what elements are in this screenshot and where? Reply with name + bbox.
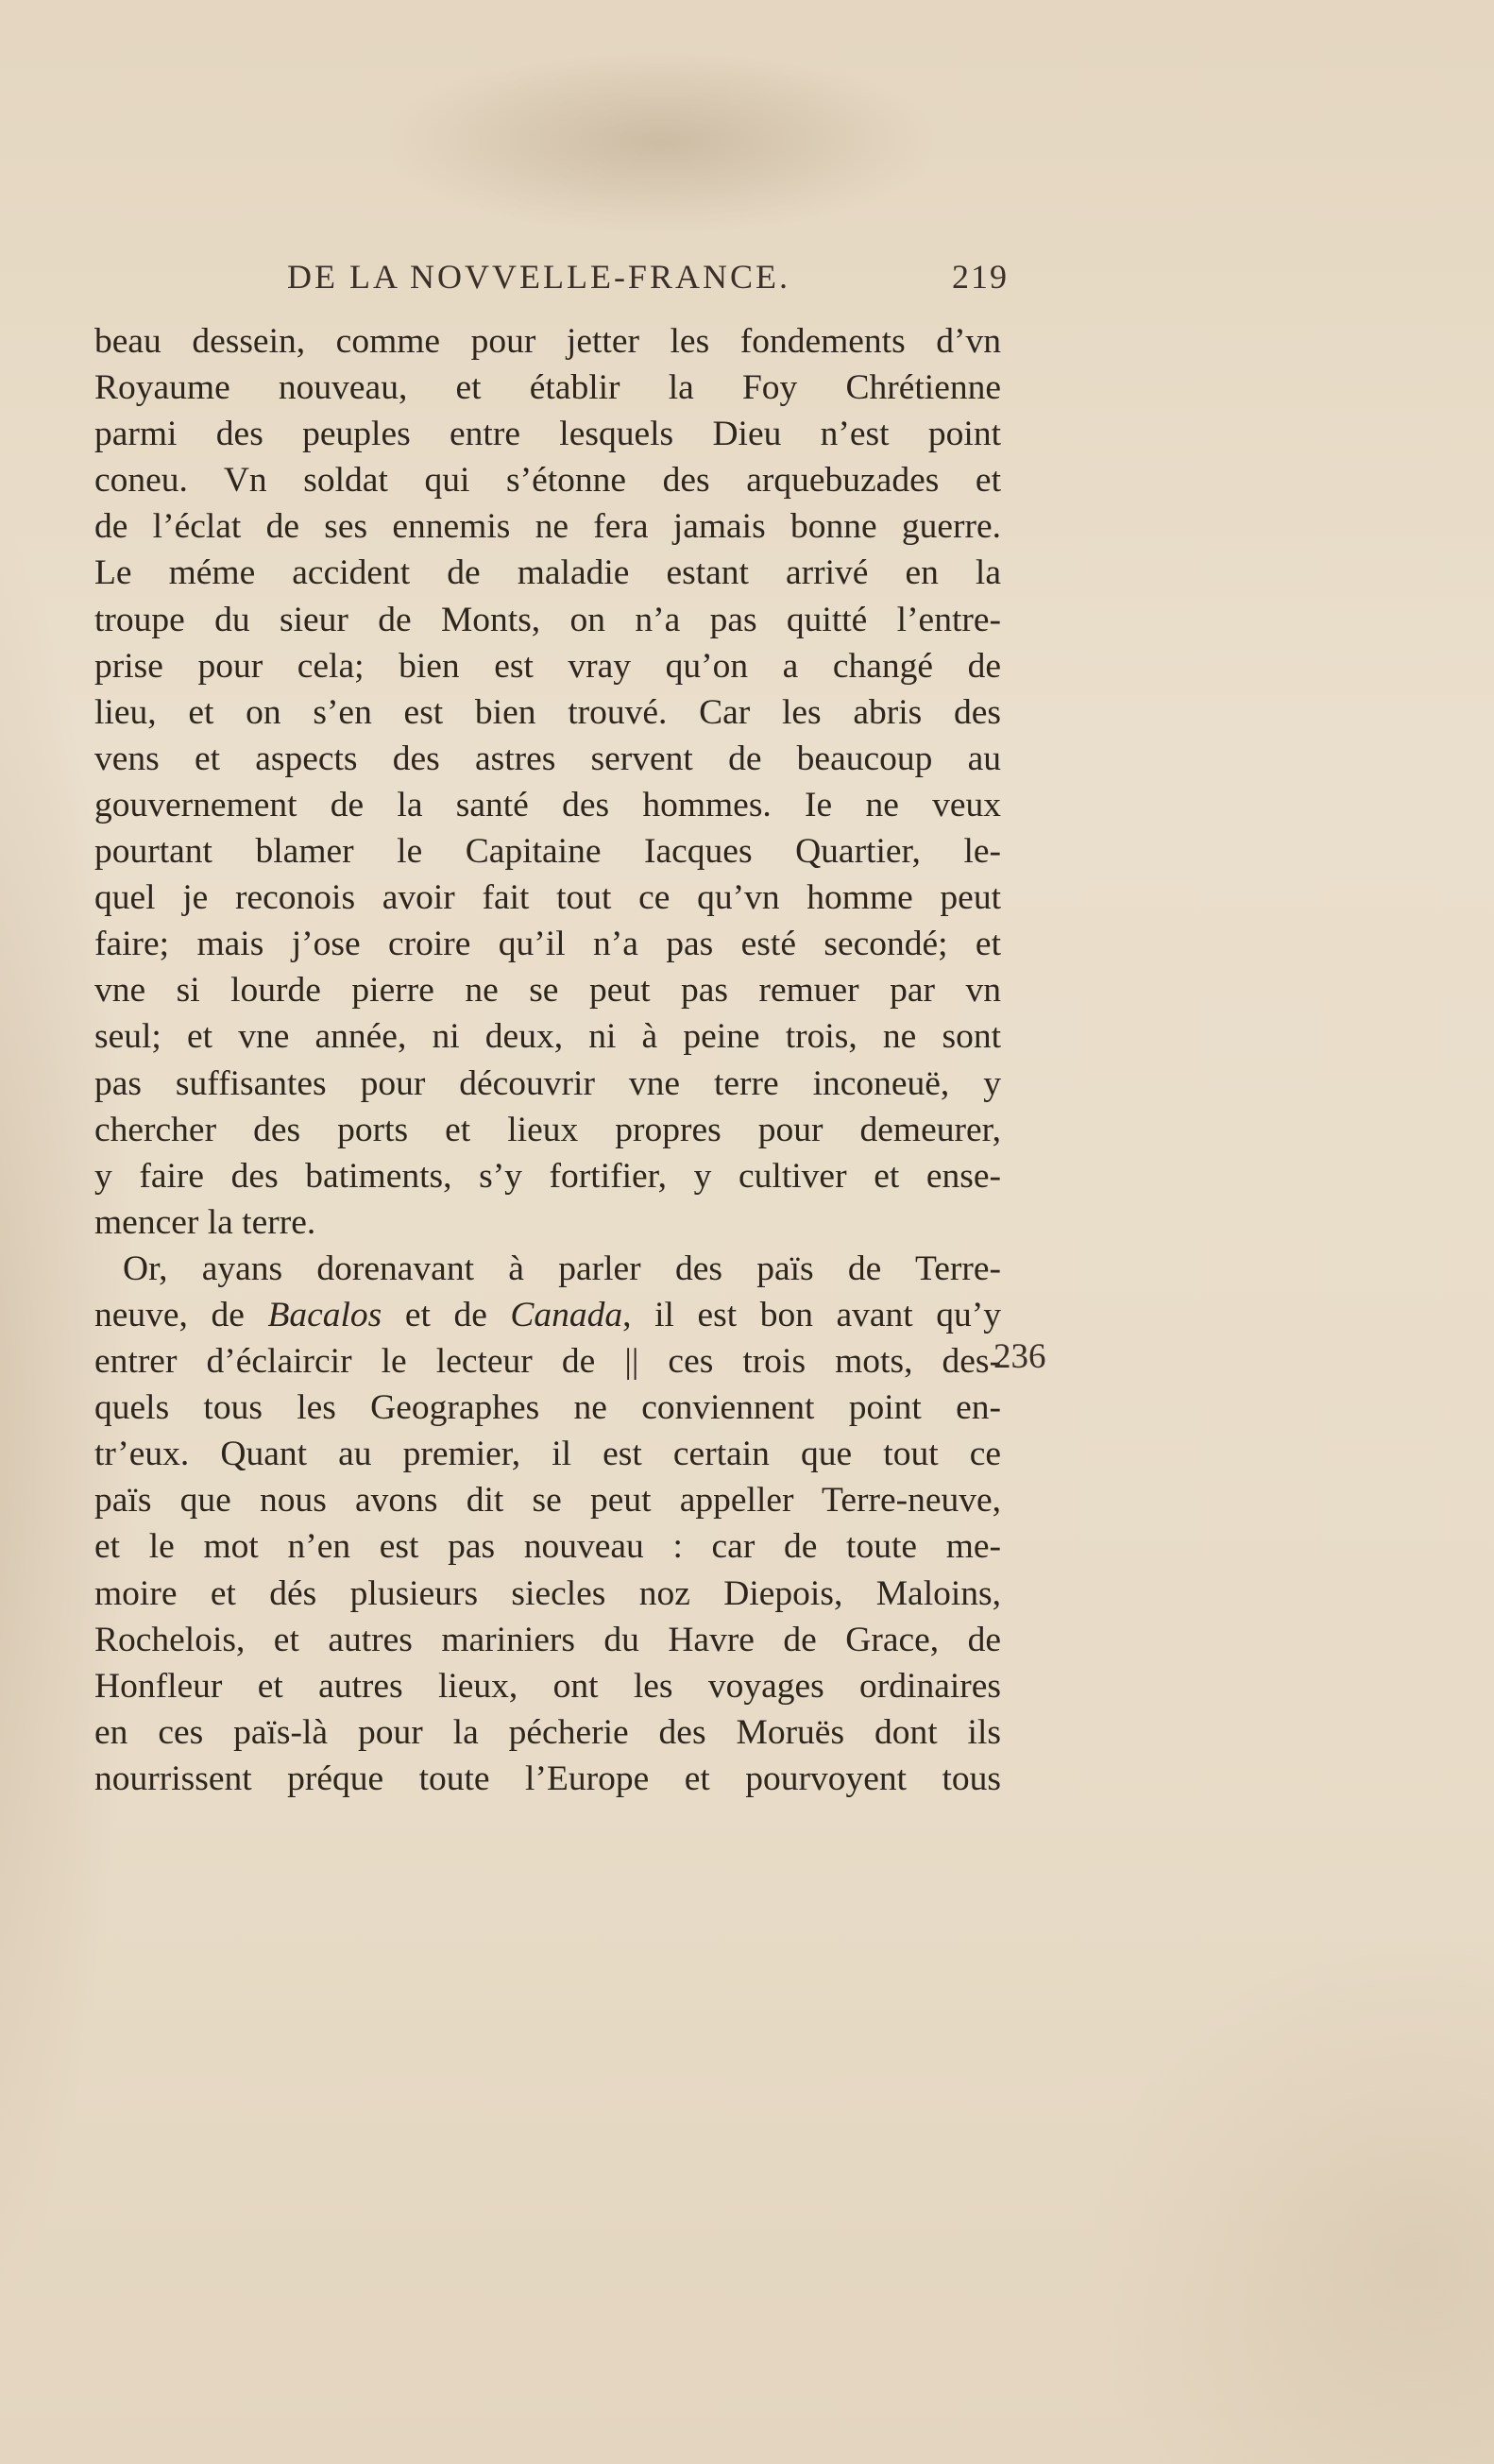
text-line: faire; mais j’ose croire qu’il n’a pas esté secondé; et (94, 925, 1001, 964)
page-number: 219 (952, 258, 1009, 296)
text-line: tr’eux. Quant au premier, il est certain que tout ce (94, 1435, 1001, 1474)
text-line: quel je reconois avoir fait tout ce qu’vn homme peut (94, 878, 1001, 918)
text-line: en ces païs-là pour la pécherie des Moruës dont ils (94, 1712, 1001, 1752)
text-line: entrer d’éclaircir le lecteur de || ces trois mots, des- (94, 1342, 1001, 1382)
text-line: de l’éclat de ses ennemis ne fera jamais bonne guerre. (94, 507, 1001, 547)
text-run: , il est bon avant qu’y (622, 1295, 1002, 1334)
text-line: Royaume nouveau, et établir la Foy Chrétienne (94, 368, 1001, 408)
text-line: troupe du sieur de Monts, on n’a pas quitté l’entre- (94, 600, 1001, 639)
place-name-canada: Canada (510, 1295, 623, 1334)
text-line: y faire des batiments, s’y fortifier, y cultiver et ense- (94, 1156, 1001, 1196)
text-line: vne si lourde pierre ne se peut pas remuer par vn (94, 971, 1001, 1011)
text-line: moire et dés plusieurs siecles noz Diepois, Maloins, (94, 1573, 1001, 1613)
text-line-with-italics (94, 1292, 1001, 1338)
text-line: et le mot n’en est pas nouveau : car de toute me- (94, 1527, 1001, 1567)
text-line: seul; et vne année, ni deux, ni à peine trois, ne sont (94, 1017, 1001, 1057)
text-line: quels tous les Geographes ne conviennent point en- (94, 1388, 1001, 1428)
text-line: nourrissent préque toute l’Europe et pourvoyent tous (94, 1759, 1001, 1798)
text-line: beau dessein, comme pour jetter les fondements d’vn (94, 322, 1001, 361)
paragraph-first-line: Or, ayans dorenavant à parler des païs de Terre- (123, 1249, 1001, 1288)
text-line: parmi des peuples entre lesquels Dieu n’est point (94, 415, 1001, 454)
text-line: Le méme accident de maladie estant arrivé en la (94, 553, 1001, 593)
text-line: pas suffisantes pour découvrir vne terre inconeuë, y (94, 1063, 1001, 1103)
text-line: Rochelois, et autres mariniers du Havre de Grace, de (94, 1620, 1001, 1659)
text-line: Honfleur et autres lieux, ont les voyages ordinaires (94, 1666, 1001, 1706)
running-head-title: DE LA NOVVELLE-FRANCE. (287, 258, 790, 296)
text-line: chercher des ports et lieux propres pour demeurer, (94, 1110, 1001, 1149)
text-line: pourtant blamer le Capitaine Iacques Quartier, le- (94, 832, 1001, 872)
body-text (94, 318, 1001, 1802)
text-run: et de (404, 1295, 487, 1334)
text-line: prise pour cela; bien est vray qu’on a changé de (94, 646, 1001, 686)
text-line: païs que nous avons dit se peut appeller Terre-neuve, (94, 1481, 1001, 1521)
text-line: mencer la terre. (94, 1202, 316, 1242)
text-line: lieu, et on s’en est bien trouvé. Car les abris des (94, 692, 1001, 732)
margin-page-reference: 236 (993, 1337, 1046, 1376)
place-name-bacalos: Bacalos (267, 1295, 382, 1334)
text-run: neuve, de (94, 1295, 245, 1334)
text-line: vens et aspects des astres servent de beaucoup au (94, 739, 1001, 778)
text-line: gouvernement de la santé des hommes. Ie ne veux (94, 785, 1001, 824)
running-head (287, 257, 1009, 304)
text-line: coneu. Vn soldat qui s’étonne des arquebuzades et (94, 461, 1001, 501)
